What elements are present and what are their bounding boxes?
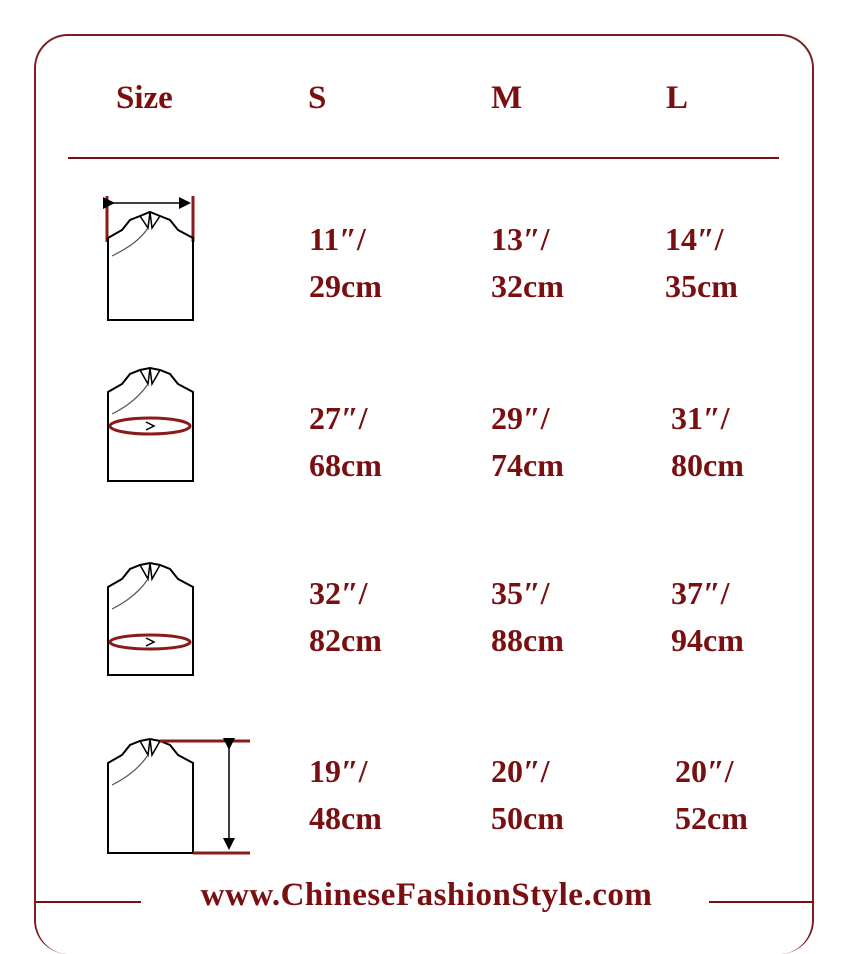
website-url: www.ChineseFashionStyle.com bbox=[200, 877, 653, 913]
size-header: Size bbox=[116, 80, 173, 116]
waist-m: 35″/ 88cm bbox=[491, 575, 564, 658]
size-m-header: M bbox=[491, 80, 523, 116]
header-divider bbox=[68, 157, 779, 159]
bust-s: 27″/ 68cm bbox=[309, 400, 382, 483]
shoulder-l: 14″/ 35cm bbox=[665, 221, 738, 304]
shoulder-s: 11″/ 29cm bbox=[309, 221, 382, 304]
waist-icon bbox=[100, 561, 205, 681]
length-s: 19″/ 48cm bbox=[309, 753, 382, 836]
bust-m: 29″/ 74cm bbox=[491, 400, 564, 483]
bust-l: 31″/ 80cm bbox=[671, 400, 744, 483]
waist-s: 32″/ 82cm bbox=[309, 575, 382, 658]
shoulder-m: 13″/ 32cm bbox=[491, 221, 564, 304]
size-s-header: S bbox=[308, 80, 327, 116]
size-l-header: L bbox=[666, 80, 689, 116]
length-m: 20″/ 50cm bbox=[491, 753, 564, 836]
shoulder-width-icon bbox=[100, 190, 205, 326]
waist-l: 37″/ 94cm bbox=[671, 575, 744, 658]
bust-icon bbox=[100, 366, 205, 486]
length-icon bbox=[100, 733, 260, 859]
length-l: 20″/ 52cm bbox=[675, 753, 748, 836]
